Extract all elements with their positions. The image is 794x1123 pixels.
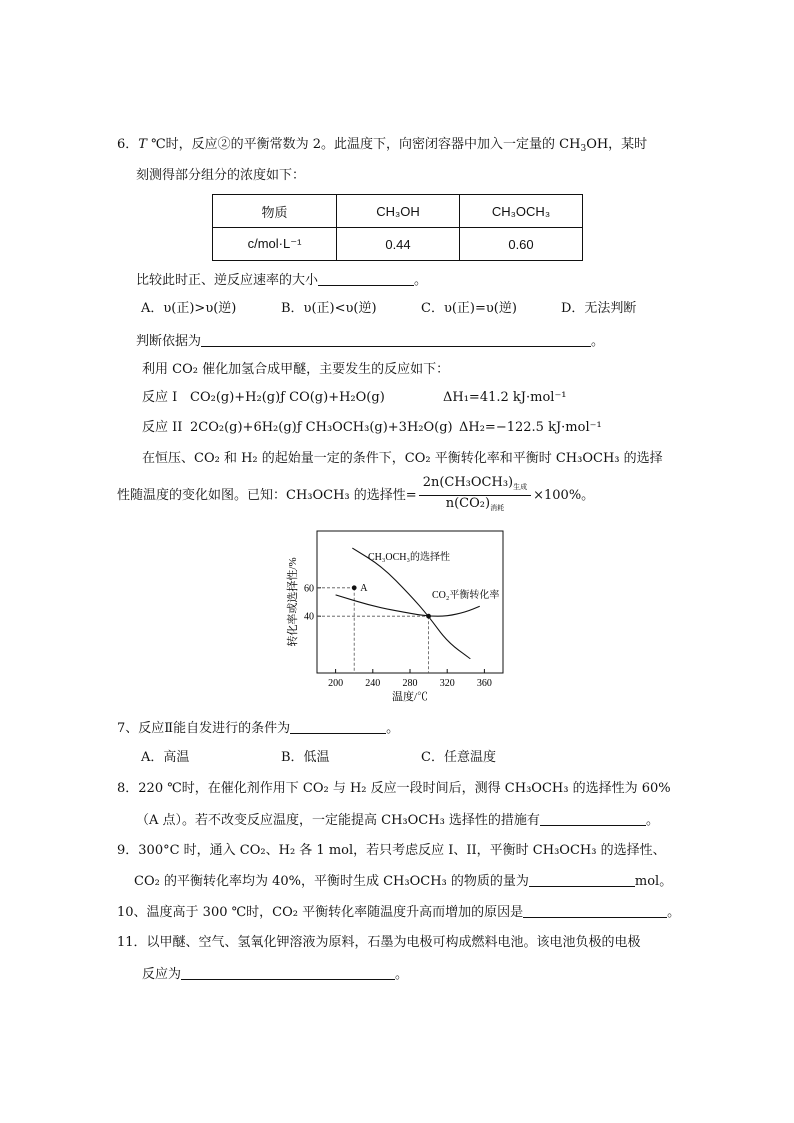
selectivity-prefix: 性随温度的变化如图。已知：CH₃OCH₃ 的选择性= bbox=[117, 488, 417, 503]
q6-basis-end: 。 bbox=[591, 334, 605, 349]
selectivity-suffix: ×100%。 bbox=[533, 488, 595, 503]
q8-line1: 8．220 ℃时，在催化剂作用下 CO₂ 与 H₂ 反应一段时间后，测得 CH₃OCH₃ 的选择性为 60% bbox=[117, 781, 671, 796]
intro-line: 利用 CO₂ 催化加氢合成甲醚，主要发生的反应如下： bbox=[142, 362, 450, 377]
reaction-1-equation: CO₂(g)+H₂(g)ƒ CO(g)+H₂O(g) bbox=[190, 390, 385, 405]
selectivity-chart bbox=[280, 526, 520, 706]
q9-end: mol。 bbox=[634, 874, 673, 889]
q9-line1: 9．300°C 时，通入 CO₂、H₂ 各 1 mol，若只考虑反应 I、II，平衡时 CH₃OCH₃ 的选择性、 bbox=[117, 843, 666, 858]
series-label-selectivity: CH₃OCH₃的选择性 bbox=[368, 552, 450, 563]
chart-marks bbox=[352, 583, 431, 619]
q11-text: 反应为 bbox=[142, 967, 182, 982]
reaction-2-enthalpy: ΔH₂=−122.5 kJ·mol⁻¹ bbox=[459, 420, 602, 435]
denominator-text: n(CO₂) bbox=[445, 496, 491, 511]
q11-end: 。 bbox=[395, 967, 409, 982]
q11-line1: 11．以甲醚、空气、氢氧化钾溶液为原料，石墨为电极可构成燃料电池。该电池负极的电极 bbox=[117, 935, 641, 950]
y-tick-label: 40 bbox=[304, 611, 314, 623]
q9-text: CO₂ 的平衡转化率均为 40%，平衡时生成 CH₃OCH₃ 的物质的量为 bbox=[134, 874, 529, 889]
chart-guides bbox=[317, 588, 429, 673]
q8-line2 bbox=[136, 811, 659, 830]
q11-line2 bbox=[142, 965, 408, 984]
x-axis-label: 温度/℃ bbox=[391, 691, 429, 703]
q8-end: 。 bbox=[645, 813, 659, 828]
answer-blank[interactable] bbox=[529, 872, 635, 887]
reaction-2-label: 反应 II bbox=[142, 420, 183, 435]
table-cell: 0.60 bbox=[460, 228, 583, 261]
q6-text-b: OH，某时 bbox=[586, 137, 648, 152]
q7-line bbox=[117, 719, 399, 738]
x-tick-label: 320 bbox=[439, 678, 455, 689]
selectivity-fraction bbox=[419, 475, 531, 516]
condition-line: 在恒压、CO₂ 和 H₂ 的起始量一定的条件下，CO₂ 平衡转化率和平衡时 CH₃OCH₃ 的选择 bbox=[142, 451, 663, 466]
q6-compare bbox=[136, 271, 427, 290]
series-label-conversion: CO₂平衡转化率 bbox=[432, 590, 500, 601]
chart-series bbox=[336, 548, 480, 659]
x-tick-label: 240 bbox=[365, 678, 381, 689]
q7-option-a: A．高温 bbox=[141, 750, 190, 765]
q6-option-c: C．υ(正)=υ(逆) bbox=[421, 301, 517, 316]
x-tick-label: 200 bbox=[328, 678, 344, 689]
q7-option-b: B．低温 bbox=[281, 750, 330, 765]
q6-temp-symbol: T bbox=[138, 137, 147, 152]
numerator-text: 2n(CH₃OCH₃) bbox=[422, 475, 514, 490]
concentration-table bbox=[212, 194, 583, 261]
q6-option-a: A．υ(正)>υ(逆) bbox=[141, 301, 237, 316]
reaction-2-equation: 2CO₂(g)+6H₂(g)ƒ CH₃OCH₃(g)+3H₂O(g) bbox=[190, 420, 453, 435]
y-axis-label: 转化率或选择性/% bbox=[287, 557, 299, 647]
q6-basis-text: 判断依据为 bbox=[136, 334, 202, 349]
q10-line bbox=[117, 903, 680, 922]
answer-blank[interactable] bbox=[540, 811, 646, 826]
intersection-marker bbox=[426, 614, 431, 619]
q7-text: 7、反应Ⅱ能自发进行的条件为 bbox=[117, 721, 291, 736]
denominator-subscript: 消耗 bbox=[490, 504, 505, 512]
answer-blank[interactable] bbox=[201, 332, 591, 347]
answer-blank[interactable] bbox=[181, 965, 395, 980]
x-tick-label: 280 bbox=[402, 678, 418, 689]
q6-line2: 刻测得部分组分的浓度如下： bbox=[136, 168, 306, 183]
selectivity-curve bbox=[352, 548, 470, 659]
fraction-denominator bbox=[442, 496, 508, 516]
q6-option-d: D．无法判断 bbox=[561, 301, 637, 316]
table-cell: 0.44 bbox=[337, 228, 460, 261]
q8-text: （A 点）。若不改变反应温度，一定能提高 CH₃OCH₃ 选择性的措施有 bbox=[136, 813, 540, 828]
table-header-cell: CH₃OH bbox=[337, 195, 460, 228]
q6-line1: 6．T ℃时，反应②的平衡常数为 2。此温度下，向密闭容器中加入一定量的 $CH_3OH$，某时 bbox=[117, 137, 648, 154]
answer-blank[interactable] bbox=[318, 271, 414, 286]
q7-option-c: C．任意温度 bbox=[421, 750, 496, 765]
answer-blank[interactable] bbox=[523, 903, 667, 918]
table-header-cell: 物质 bbox=[213, 195, 337, 228]
answer-blank[interactable] bbox=[290, 719, 386, 734]
q10-end: 。 bbox=[667, 905, 681, 920]
q7-end: 。 bbox=[386, 721, 400, 736]
fraction-numerator bbox=[419, 475, 531, 496]
q6-basis bbox=[136, 332, 604, 351]
table-row bbox=[213, 195, 583, 228]
selectivity-definition bbox=[117, 475, 594, 516]
x-tick-label: 360 bbox=[476, 678, 492, 689]
q6-text-a: ℃时，反应②的平衡常数为 2。此温度下，向密闭容器中加入一定量的 CH bbox=[146, 137, 581, 152]
q6-compare-text: 比较此时正、逆反应速率的大小 bbox=[136, 273, 319, 288]
q6-number: 6． bbox=[117, 137, 139, 152]
point-a-marker bbox=[352, 585, 357, 590]
q10-text: 10、温度高于 300 ℃时，CO₂ 平衡转化率随温度升高而增加的原因是 bbox=[117, 905, 524, 920]
y-tick-label: 60 bbox=[304, 583, 314, 595]
table-cell: c/mol·L⁻¹ bbox=[213, 228, 337, 261]
q6-compare-end: 。 bbox=[414, 273, 428, 288]
q9-line2 bbox=[134, 872, 672, 891]
q6-option-b: B．υ(正)<υ(逆) bbox=[281, 301, 377, 316]
point-a-label: A bbox=[360, 582, 368, 594]
table-row bbox=[213, 228, 583, 261]
reaction-1-enthalpy: ΔH₁=41.2 kJ·mol⁻¹ bbox=[443, 390, 567, 405]
table-header-cell: CH₃OCH₃ bbox=[460, 195, 583, 228]
reaction-1-label: 反应 I bbox=[142, 390, 178, 405]
numerator-subscript: 生成 bbox=[513, 483, 528, 491]
